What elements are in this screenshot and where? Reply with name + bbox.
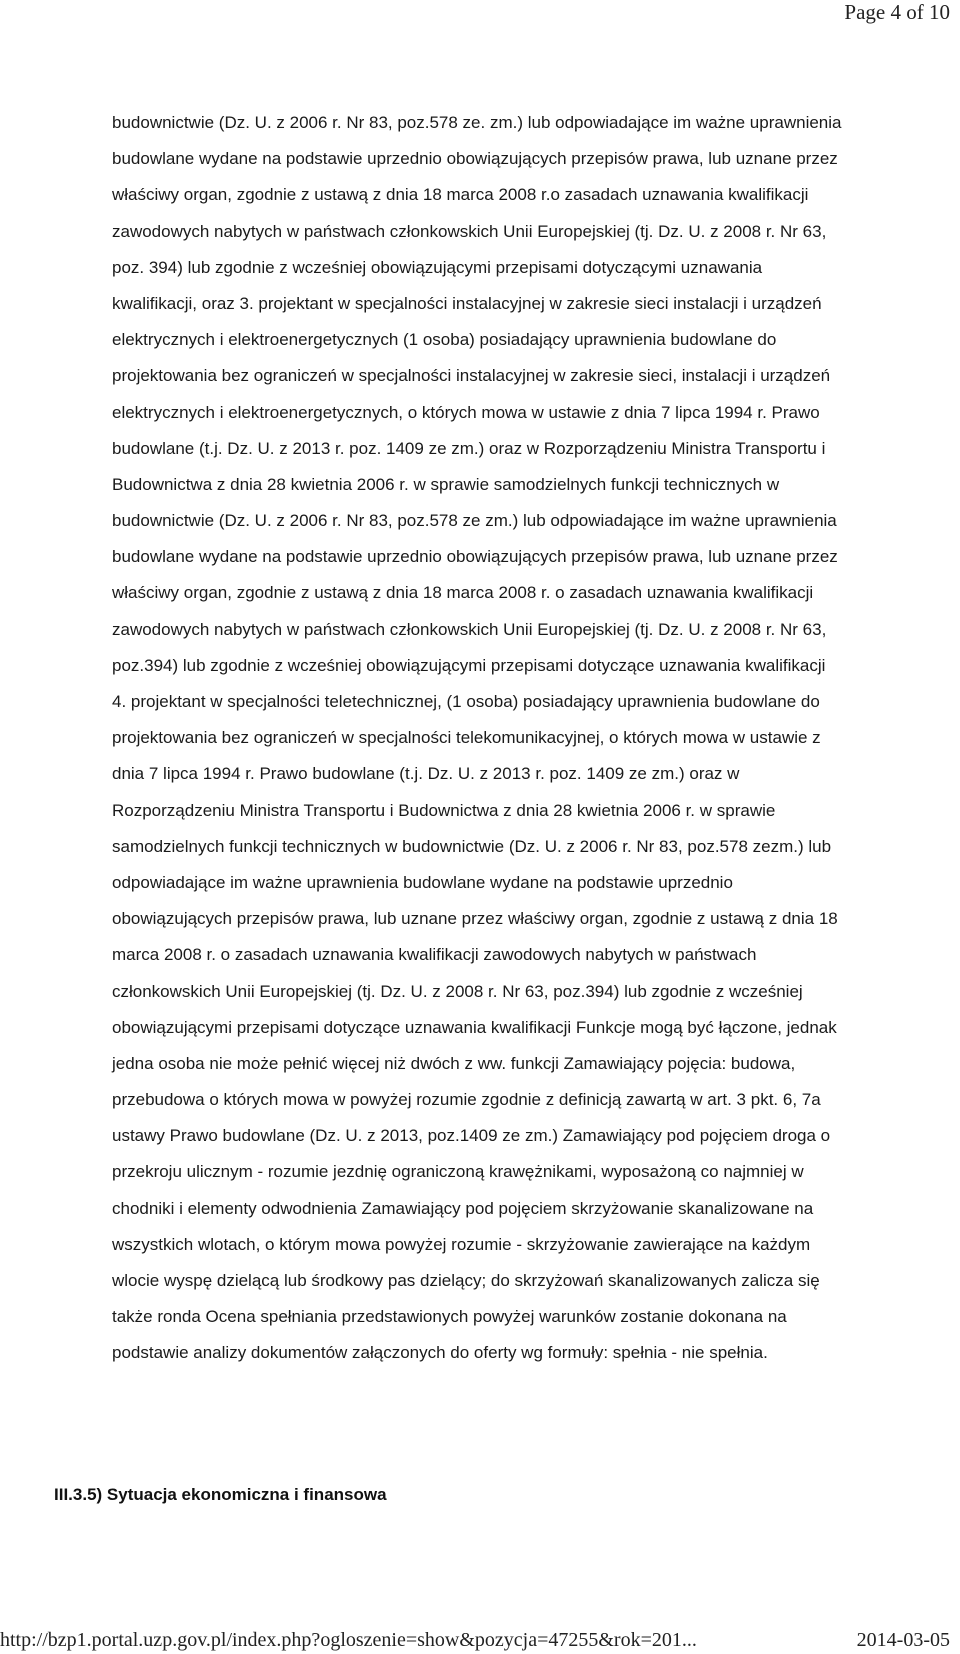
body-text-line: odpowiadające im ważne uprawnienia budowlane wydane na podstawie uprzednio bbox=[112, 872, 733, 892]
document-body bbox=[112, 105, 947, 1372]
page-number-header bbox=[844, 0, 950, 24]
body-text-line: samodzielnych funkcji technicznych w budownictwie (Dz. U. z 2006 r. Nr 83, poz.578 zezm.) lub bbox=[112, 836, 832, 856]
body-text-line: projektowania bez ograniczeń w specjalności instalacyjnej w zakresie sieci, instalacji i urządzeń bbox=[112, 366, 831, 386]
body-text-line: 4. projektant w specjalności teletechnicznej, (1 osoba) posiadający uprawnienia budowlane do bbox=[112, 692, 820, 711]
body-text-line: Rozporządzeniu Ministra Transportu i Budownictwa z dnia 28 kwietnia 2006 r. w sprawie bbox=[112, 800, 776, 820]
body-text-line: poz. 394) lub zgodnie z wcześniej obowiązującymi przepisami dotyczącymi uznawania bbox=[112, 257, 763, 277]
body-text-line: budownictwie (Dz. U. z 2006 r. Nr 83, poz.578 ze. zm.) lub odpowiadające im ważne uprawnienia bbox=[112, 113, 842, 132]
body-text-line: wlocie wyspę dzielącą lub środkowy pas dzielący; do skrzyżowań skanalizowanych zalicza się bbox=[112, 1271, 820, 1290]
footer-url[interactable]: http://bzp1.portal.uzp.gov.pl/index.php?ogloszenie=show&pozycja=47255&rok=201... bbox=[0, 1629, 697, 1651]
body-text-line: projektowania bez ograniczeń w specjalności telekomunikacyjnej, o których mowa w ustawie z bbox=[112, 728, 821, 748]
body-text-line: członkowskich Unii Europejskiej (tj. Dz. U. z 2008 r. Nr 63, poz.394) lub zgodnie z wcześniej bbox=[112, 981, 803, 1001]
section-heading-text: III.3.5) Sytuacja ekonomiczna i finansowa bbox=[54, 1485, 387, 1504]
body-text-line: przebudowa o których mowa w powyżej rozumie zgodnie z definicją zawartą w art. 3 pkt. 6, 7a bbox=[112, 1090, 821, 1110]
body-text-line: marca 2008 r. o zasadach uznawania kwalifikacji zawodowych nabytych w państwach bbox=[112, 945, 757, 965]
page-number-label: Page 4 of 10 bbox=[844, 0, 950, 24]
body-text-line: budowlane wydane na podstawie uprzednio obowiązujących przepisów prawa, lub uznane przez bbox=[112, 149, 838, 169]
body-text-line: właściwy organ, zgodnie z ustawą z dnia 18 marca 2008 r. o zasadach uznawania kwalifikacji bbox=[112, 583, 814, 603]
body-text-line: kwalifikacji, oraz 3. projektant w specjalności instalacyjnej w zakresie sieci instalacji i urządzeń bbox=[112, 293, 822, 313]
body-text-line: zawodowych nabytych w państwach członkowskich Unii Europejskiej (tj. Dz. U. z 2008 r. Nr 63, bbox=[112, 221, 827, 241]
body-text-line: poz.394) lub zgodnie z wcześniej obowiązującymi przepisami dotyczące uznawania kwalifikacji bbox=[112, 655, 826, 675]
body-text-line: podstawie analizy dokumentów załączonych do oferty wg formuły: spełnia - nie spełnia. bbox=[112, 1343, 768, 1363]
body-text-line: elektrycznych i elektroenergetycznych (1 osoba) posiadający uprawnienia budowlane do bbox=[112, 330, 777, 350]
body-text-line: obowiązujących przepisów prawa, lub uznane przez właściwy organ, zgodnie z ustawą z dnia 18 bbox=[112, 909, 838, 929]
body-text-line: budownictwie (Dz. U. z 2006 r. Nr 83, poz.578 ze zm.) lub odpowiadające im ważne uprawnienia bbox=[112, 511, 837, 531]
body-text-line: budowlane wydane na podstawie uprzednio obowiązujących przepisów prawa, lub uznane przez bbox=[112, 547, 838, 567]
body-text-line: Budownictwa z dnia 28 kwietnia 2006 r. w sprawie samodzielnych funkcji technicznych w bbox=[112, 474, 780, 494]
page-footer bbox=[0, 1628, 960, 1652]
footer-date: 2014-03-05 bbox=[856, 1629, 950, 1651]
body-text-line: także ronda Ocena spełniania przedstawionych powyżej warunków zostanie dokonana na bbox=[112, 1307, 787, 1327]
body-text-line: ustawy Prawo budowlane (Dz. U. z 2013, poz.1409 ze zm.) Zamawiający pod pojęciem droga o bbox=[112, 1126, 831, 1146]
body-text-line: zawodowych nabytych w państwach członkowskich Unii Europejskiej (tj. Dz. U. z 2008 r. Nr 63, bbox=[112, 619, 827, 639]
body-text-line: elektrycznych i elektroenergetycznych, o których mowa w ustawie z dnia 7 lipca 1994 r. Prawo bbox=[112, 402, 820, 422]
body-text-line: obowiązującymi przepisami dotyczące uznawania kwalifikacji Funkcje mogą być łączone, jednak bbox=[112, 1017, 837, 1037]
body-text-line: jedna osoba nie może pełnić więcej niż dwóch z ww. funkcji Zamawiający pojęcia: budowa, bbox=[112, 1053, 796, 1073]
body-text-line: właściwy organ, zgodnie z ustawą z dnia 18 marca 2008 r.o zasadach uznawania kwalifikacji bbox=[112, 185, 809, 205]
body-text-line: dnia 7 lipca 1994 r. Prawo budowlane (t.j. Dz. U. z 2013 r. poz. 1409 ze zm.) oraz w bbox=[112, 764, 740, 784]
body-text-line: budowlane (t.j. Dz. U. z 2013 r. poz. 1409 ze zm.) oraz w Rozporządzeniu Ministra Transportu i bbox=[112, 438, 826, 458]
body-text-line: przekroju ulicznym - rozumie jezdnię ograniczoną krawężnikami, wyposażoną co najmniej w bbox=[112, 1162, 804, 1182]
body-text-line: chodniki i elementy odwodnienia Zamawiający pod pojęciem skrzyżowanie skanalizowane na bbox=[112, 1198, 814, 1218]
body-text-line: wszystkich wlotach, o którym mowa powyżej rozumie - skrzyżowanie zawierające na każdym bbox=[112, 1234, 811, 1254]
section-heading bbox=[54, 1484, 387, 1506]
